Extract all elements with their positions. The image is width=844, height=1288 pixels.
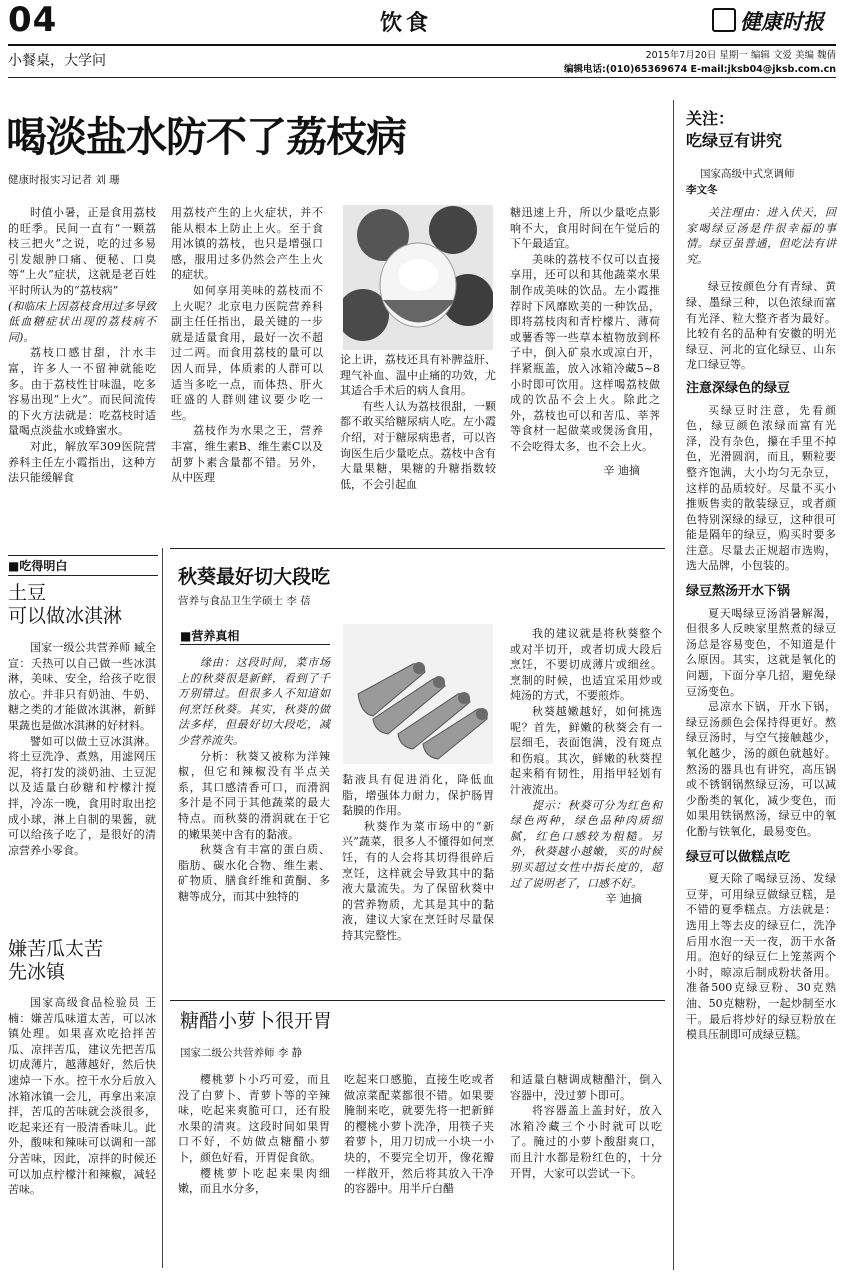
okra-column-3 [510,626,662,907]
mung-bean-subhead: 绿豆可以做糕点吃 [686,849,791,865]
okra-paragraph: 缘由：这段时间，菜市场上的秋葵很是新鲜，看到了千万别错过。但很多人不知道如何烹饪秋葵。其实，秋葵的做法多样，但最好切大段吃，减少营养流失。 [178,656,330,747]
radish-top-rule [170,1000,665,1001]
left-box-label-rule [8,575,158,576]
masthead-rule [8,44,836,46]
bitter-melon-text [8,995,156,1198]
lychee-photo [343,205,493,350]
mung-bean-note: 关注理由：进入伏天，回家喝绿豆汤是件很幸福的事情。绿豆虽普通，但吃法有讲究。 [686,206,836,266]
lead-byline: 健康时报实习记者 刘 珊 [8,174,120,186]
potato-title-line-2: 可以做冰淇淋 [8,606,123,627]
radish-column-3 [510,1072,662,1181]
lead-paragraph: 对此，解放军309医院营养科主任左小霞指出，这种方法只能缓解食 [8,439,156,485]
okra-box-label: ■营养真相 [180,629,240,643]
radish-column-2 [344,1072,494,1197]
okra-column-2 [342,772,494,944]
lead-paragraph: 有些人认为荔枝很甜，一颗都不敢买给糖尿病人吃。左小霞介绍，对于糖尿病患者，可以咨询医生后少量吃点。荔枝中含有大量果糖，果糖的升糖指数较低，不会引起血 [340,399,496,491]
mung-bean-subhead: 绿豆熬汤开水下锅 [686,584,791,600]
bitter-melon-title-line-2: 先冰镇 [8,962,66,983]
logo-mark-icon [712,8,736,32]
okra-paragraph: 黏液具有促进消化，降低血脂，增强体力耐力，保护肠胃黏膜的作用。 [342,773,494,818]
potato-paragraph: 国家一级公共营养师 臧全宣：夭热可以自己做一些冰淇淋，美味、安全，给孩子吃很放心。并非只有奶油、牛奶、糖之类的才能做冰淇淋，新鲜果蔬也是做冰淇淋的好材料。 [8,641,156,732]
lead-paragraph: 荔枝口感甘甜，汁水丰富，许多人一不留神就能吃多。由于荔枝性甘味温，吃多容易出现“上火”。而民间流传的下火方法就是：吃荔枝时适量喝点淡盐水或蜂蜜水。 [8,346,156,438]
mung-bean-paragraph: 绿豆按颜色分有青绿、黄绿、墨绿三种，以色浓绿而富有光泽、粒大整齐者为最好。比较有名的品种有安徽的明光绿豆、河北的宣化绿豆、山东龙口绿豆等。 [686,280,836,372]
lead-paragraph: 如何享用美味的荔枝而不上火呢？北京电力医院营养科副主任任指出，最关键的一步就是适量食用，最好一次不超过二两。而食用荔枝的量可以因人而异，体质素的人群可以适当多吃一点，而体热、肝火旺盛的人群则建议要少吃一些。 [171,283,323,422]
okra-box-rule [180,644,330,645]
lead-note: (和临床上因荔枝食用过多导致低血糖症状出现的荔枝病不同)。 [8,299,156,344]
lead-column-3 [340,352,496,492]
okra-paragraph: 分析：秋葵又被称为洋辣椒，但它和辣椒没有半点关系，其口感清香可口，而滑润多汁是不同于其他蔬菜的最大特点。而秋葵的滑润就在于它的嫩果荚中含有的黏液。 [178,749,330,841]
right-column-rule [673,100,674,1270]
radish-byline: 国家二级公共营养师 李 静 [180,1047,303,1059]
okra-paragraph: 我的建议就是将秋葵整个或对半切开，或者切成大段后烹饪，不要切成薄片或细丝。烹制的时候，也适宜采用炒或炖汤的方式，不要煎炸。 [510,627,662,703]
mung-bean-author-name: 李文冬 [686,184,718,196]
okra-top-rule [170,548,665,549]
okra-paragraph: 提示：秋葵可分为红色和绿色两种，绿色品种肉质细腻，红色口感较为粗糙。另外，秋葵越小越嫩，买的时候别买超过女性中指长度的，超过了说明老了，口感不好。 [510,798,662,890]
lead-headline: 喝淡盐水防不了荔枝病 [6,113,406,161]
mung-bean-column [686,205,836,1043]
column-slogan: 小餐桌，大学问 [8,53,106,69]
bitter-melon-title [8,938,103,984]
bitter-melon-paragraph: 国家高级食品检验员 王楠：嫌苦瓜味道太苦，可以冰镇处理。如果喜欢吃拾拌苦瓜、凉拌苦瓜，建议先把苦瓜切成薄片，越薄越好，然后快速焯一下水。控干水分后放入冰箱冰镇一会儿，再拿出来凉拌，苦瓜的苦味就会淡很多，吃起来还有一股清香味儿。此外，酸味和辣味可以调和一部分苦味，因此，凉拌的时候还可以加点柠檬汁和辣椒，减轻苦味。 [8,996,156,1197]
potato-paragraph: 譬如可以做土豆冰淇淋。将土豆洗净、煮熟，用滤网压泥，将打发的淡奶油、土豆泥以及适量白砂糖和柠檬汁搅拌，冷冻一晚，食用时取出挖成小球，淋上自制的果酱，就可以给孩子吃了，是很好的清凉营养小零食。 [8,734,156,857]
potato-title-line-1: 土豆 [8,583,47,604]
mung-bean-paragraph: 忌凉水下锅，开水下锅，绿豆汤颜色会保持得更好。熬绿豆汤时，与空气接触越少，氧化越少，汤的颜色就越好。熬汤的器具也有讲究，高压锅或不锈钢锅熬绿豆汤，可以减少酚类的氧化，减少变色，而如果用铁锅熬汤，绿豆中的氧化酚与铁氧化，最易变色。 [686,700,836,838]
lead-column-2 [171,205,323,486]
bitter-melon-title-line-1: 嫌苦瓜太苦 [8,939,104,960]
radish-paragraph: 樱桃萝卜小巧可爱，而且没了白萝卜、青萝卜等的辛辣味，吃起来爽脆可口，还有股水果的清爽。这段时间如果胃口不好，不妨做点糖醋小萝卜，颜色好看，开胃促食欲。 [178,1073,330,1164]
okra-byline: 营养与食品卫生学硕士 李 蓓 [178,595,311,607]
mung-bean-title [686,108,782,152]
mung-bean-paragraph: 买绿豆时注意，先看颜色，绿豆颜色浓绿而富有光泽，没有杂色，攥在手里不掉色，光滑圆润，而且，颗粒要整齐饱满，大小均匀无杂豆，这样的品质较好。尽量不买小推贩售卖的散装绿豆，或者颜色特别深绿的绿豆，这种很可能是隔年的绿豆，购买时要多注意。尽量去正规超市选购，选大品牌，小包装的。 [686,403,836,573]
okra-column-1 [178,655,330,905]
potato-title [8,582,122,628]
mung-bean-subhead: 注意深绿色的绿豆 [686,380,791,396]
lead-column-4 [510,205,660,478]
lead-signature: 辛 迪摘 [603,463,640,477]
page-number: 04 [8,0,58,40]
masthead-bottom-rule [8,77,836,78]
radish-title: 糖醋小萝卜很开胃 [180,1011,333,1032]
newspaper-logo [712,6,824,36]
left-box-label: ■吃得明白 [8,559,68,573]
okra-title: 秋葵最好切大段吃 [178,566,331,588]
left-box-rule [162,548,163,1268]
section-title: 饮食 [380,11,433,36]
mung-bean-author-title: 国家高级中式烹调师 [700,168,795,180]
radish-paragraph: 和适量白糖调成糖醋汁，倒入容器中，没过萝卜即可。 [510,1073,662,1102]
mung-bean-paragraph: 夏天除了喝绿豆汤、发绿豆芽，可用绿豆做绿豆糕，是不错的夏季糕点。方法就是：选用上等去皮的绿豆仁，洗净后用水泡一天一夜，沥干水备用。泡好的绿豆仁上笼蒸两个小时，晾凉后制成粉状备用。准备500克绿豆粉、30克熟油、50克糖粉，一起炒制至水干。最后将炒好的绿豆粉放在模具压制即可成绿豆糕。 [686,872,836,1042]
potato-text [8,640,156,858]
lead-paragraph: 用荔枝产生的上火症状，并不能从根本上防止上火。至于食用冰镇的荔枝，也只是增强口感，服用过多仍然会产生上火的症状。 [171,206,323,282]
lead-column-1 [8,205,156,486]
paper-name: 健康时报 [740,9,824,34]
mung-bean-title-line-1: 关注： [686,109,735,128]
okra-signature: 辛 迪摘 [605,892,642,906]
lead-paragraph: 糖迅速上升，所以少量吃点影响不大，食用时间在午觉后的下午最适宜。 [510,206,660,251]
radish-paragraph: 吃起来口感脆，直接生吃或者做凉菜配菜都很不错。如果要腌制来吃，就要先将一把新鲜的樱桃小萝卜洗净，用筷子夹着萝卜，用刀切成一小块一小块的，不要完全切开，像花瓣一样散开，然后将其放入干净的容器中。用半斤白醋 [344,1073,494,1196]
contact-line: 编辑电话:(010)65369674 E-mail:jksb04@jksb.com.cn [563,64,836,75]
lead-paragraph: 时值小暑，正是食用荔枝的旺季。民间一直有“一颗荔枝三把火”之说，吃的过多易引发龈肿口痛、便秘、口臭等“上火”症状，这就是老百姓平时所认为的“荔枝病” [8,206,156,297]
lead-paragraph: 美味的荔枝不仅可以直接享用，还可以和其他蔬菜水果制作成美味的饮品。左小霞推荐时下风靡欧美的一种饮品，即将荔枝肉和青柠檬片、薄荷或薯香等一些草本植物放到杯子中，倒入矿泉水或凉白开，拌紧瓶盖，放入冰箱冷藏5~8小时即可饮用。这样喝荔枝做成的饮品不会上火。除此之外，荔枝也可以和苦瓜、莘荠等食材一起做菜或煲汤食用，不会吃得太多，也不会上火。 [510,252,660,453]
left-box-top-rule [8,555,158,556]
okra-paragraph: 秋葵越嫩越好，如何挑选呢？首先，鲜嫩的秋葵会有一层细毛，表面饱满，没有斑点和伤痕。其次，鲜嫩的秋葵捏起来稍有韧性，用指甲轻划有汁液流出。 [510,704,662,796]
lead-paragraph: 论上讲，荔枝还具有补脾益肝、理气补血、温中止痛的功效，尤其适合手术后的病人食用。 [340,353,496,398]
okra-paragraph: 秋葵作为菜市场中的“新兴”蔬菜，很多人不懂得如何烹饪，有的人会将其切得很碎后烹饪，这样就会导致其中的黏液大量流失。为了保留秋葵中的营养物质，尤其是其中的黏液，建议大家在烹饪时尽量保持其完整性。 [342,819,494,942]
mung-bean-title-line-2: 吃绿豆有讲究 [686,131,783,150]
okra-paragraph: 秋葵含有丰富的蛋白质、脂肪、碳水化合物、维生素、矿物质、膳食纤维和黄酮、多糖等成分，而其中独特的 [178,843,330,903]
okra-photo [343,624,493,764]
lead-paragraph: 荔枝作为水果之王，营养丰富，维生素B、维生素C以及胡萝卜素含量都不错。另外，从中医理 [171,424,323,485]
radish-paragraph: 樱桃萝卜吃起来果肉细嫩，而且水分多， [178,1166,330,1196]
date-line: 2015年7月20日 星期一 编辑 文爱 美编 魏倩 [645,50,836,61]
mung-bean-paragraph: 夏天喝绿豆汤消暑解渴，但很多人反映家里熬煮的绿豆汤总是容易变色，不知道是什么原因。其实，这就是氧化的问题，下面分享几招，避免绿豆汤变色。 [686,606,836,698]
radish-paragraph: 将容器盖上盖封好，放入冰箱冷藏三个小时就可以吃了。腌过的小萝卜酸甜爽口，而且汁水都是粉红色的，十分开胃，大家可以尝试一下。 [510,1104,662,1180]
radish-column-1 [178,1072,330,1197]
